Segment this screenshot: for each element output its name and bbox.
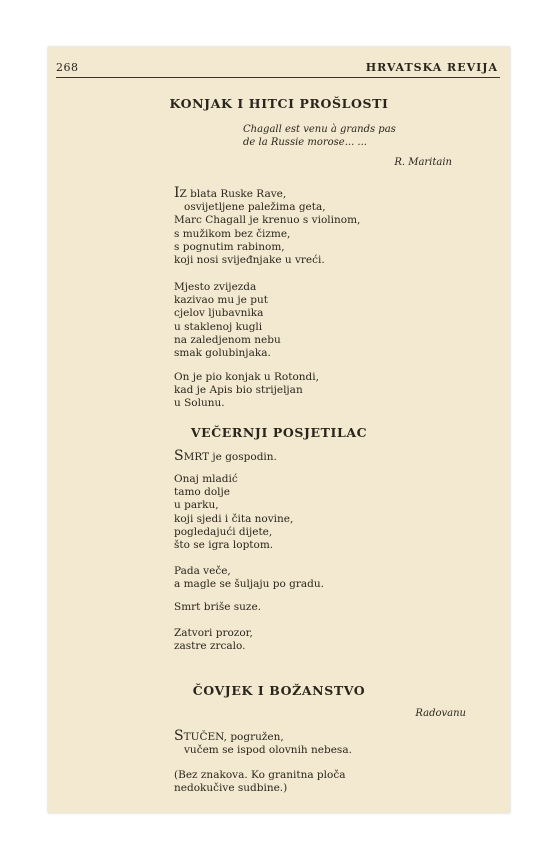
- poem-title-covjek: ČOVJEK I BOŽANSTVO: [192, 683, 366, 698]
- verse-line: Smrt briše suze.: [174, 601, 261, 613]
- stanza: [174, 185, 361, 267]
- verse-line: osvijetljene paležima geta,: [184, 201, 326, 214]
- drop-cap: S: [174, 728, 184, 744]
- verse-line: u parku,: [174, 499, 219, 512]
- stanza: [174, 728, 352, 757]
- verse-line: (Bez znakova. Ko granitna ploča: [174, 769, 346, 781]
- stanza: [174, 281, 281, 360]
- verse-line: kad je Apis bio strijeljan: [174, 384, 303, 397]
- running-header: [56, 59, 498, 77]
- epigraph-author: R. Maritain: [394, 157, 452, 168]
- page-number: 268: [56, 61, 79, 74]
- stanza: [174, 627, 253, 653]
- verse-line: što se igra loptom.: [174, 539, 274, 552]
- stanza: [174, 371, 319, 411]
- epigraph-line: de la Russie morose... ...: [243, 137, 367, 148]
- dedication: Radovanu: [415, 708, 466, 719]
- verse-line: tamo dolje: [174, 486, 230, 499]
- epigraph: [243, 123, 396, 149]
- verse-line: nedokučive sudbine.): [174, 782, 288, 795]
- verse-line: na zaledjenom nebu: [174, 333, 281, 346]
- verse-line: smak golubinjaka.: [174, 347, 271, 360]
- drop-cap: I: [174, 185, 180, 201]
- verse-line: zastre zrcalo.: [174, 640, 246, 653]
- verse-line: Zatvori prozor,: [174, 627, 253, 639]
- stanza: [174, 601, 261, 614]
- verse-line: Pada veče,: [174, 565, 231, 577]
- poem-title-konjak: KONJAK I HITCI PROŠLOSTI: [169, 96, 389, 111]
- verse-line: s mužikom bez čizme,: [174, 227, 291, 240]
- verse-line: SMRT je gospodin.: [174, 448, 277, 464]
- verse-line: u staklenoj kugli: [174, 320, 263, 333]
- verse-line: a magle se šuljaju po gradu.: [174, 578, 324, 591]
- verse-line: kazivao mu je put: [174, 294, 268, 307]
- verse-line: koji sjedi i čita novine,: [174, 512, 294, 525]
- stanza: [174, 565, 324, 591]
- journal-title: HRVATSKA REVIJA: [365, 61, 498, 74]
- verse-line: Marc Chagall je krenuo s violinom,: [174, 214, 361, 227]
- poem-title-vecernji: VEČERNJI POSJETILAC: [190, 425, 368, 440]
- verse-line: koji nosi svijeđnjake u vreći.: [174, 254, 325, 267]
- stanza: [174, 473, 293, 552]
- header-rule: [56, 77, 500, 78]
- verse-line: STUČEN, pogružen,: [174, 728, 284, 744]
- drop-cap: S: [174, 448, 184, 464]
- verse-line: u Solunu.: [174, 397, 225, 410]
- verse-line: cjelov ljubavnika: [174, 307, 264, 320]
- verse-line: s pognutim rabinom,: [174, 240, 285, 253]
- epigraph-line: Chagall est venu à grands pas: [243, 124, 396, 135]
- verse-line: pogledajući dijete,: [174, 525, 273, 538]
- book-page: [48, 47, 510, 813]
- verse-line: Mjesto zvijezda: [174, 281, 257, 293]
- verse-line: Onaj mladić: [174, 473, 238, 485]
- verse-line: On je pio konjak u Rotondi,: [174, 371, 319, 383]
- verse-line: IZ blata Ruske Rave,: [174, 185, 287, 201]
- stanza: [174, 769, 345, 795]
- verse-line: vučem se ispod olovnih nebesa.: [184, 744, 352, 757]
- stanza: [174, 448, 277, 464]
